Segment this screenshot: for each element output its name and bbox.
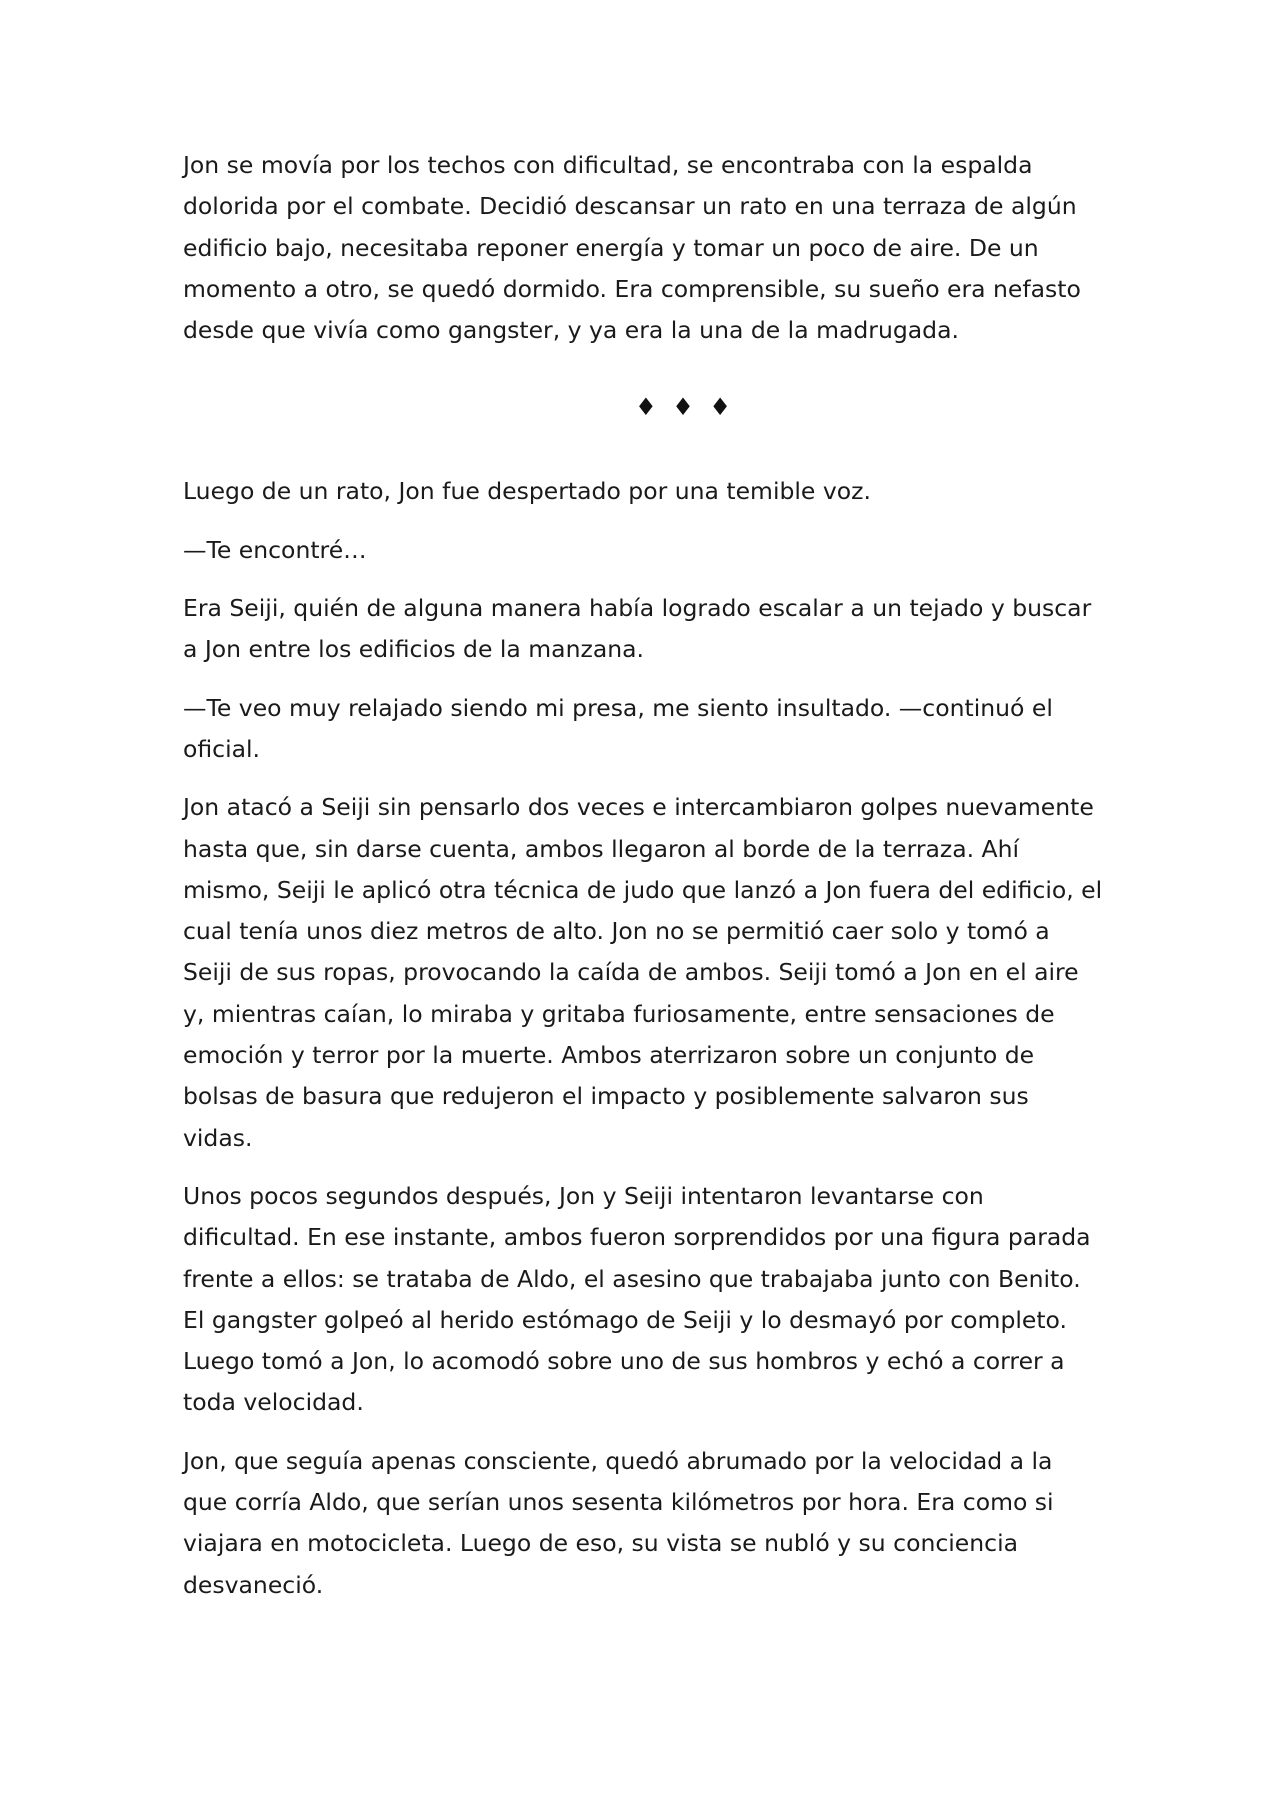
- paragraph: Jon, que seguía apenas consciente, quedó abrumado por la velocidad a la que corría Aldo, que serían unos sesenta kilómetros por hora. Era como si viajara en motocicleta. Luego de eso, su vista se nubló y su conciencia desvaneció.: [183, 1446, 1054, 1599]
- dialogue-line: —Te veo muy relajado siendo mi presa, me siento insultado. —continuó el oficial.: [183, 693, 1053, 763]
- paragraph: Era Seiji, quién de alguna manera había logrado escalar a un tejado y buscar a Jon entre los edificios de la manzana.: [183, 594, 1092, 664]
- text-body: [183, 145, 1103, 1623]
- paragraph: Unos pocos segundos después, Jon y Seiji intentaron levantarse con dificultad. En ese instante, ambos fueron sorprendidos por una figura parada frente a ellos: se trataba de Aldo, el asesino que trabajaba junto con Benito. El gangster golpeó al herido estómago de Seiji y lo desmayó por completo. Luego tomó a Jon, lo acomodó sobre uno de sus hombros y echó a correr a toda velocidad.: [183, 1181, 1091, 1417]
- paragraph: Jon atacó a Seiji sin pensarlo dos veces e intercambiaron golpes nuevamente hasta que, sin darse cuenta, ambos llegaron al borde de la terraza. Ahí mismo, Seiji le aplicó otra técnica de judo que lanzó a Jon fuera del edificio, el cual tenía unos diez metros de alto. Jon no se permitió caer solo y tomó a Seiji de sus ropas, provocando la caída de ambos. Seiji tomó a Jon en el aire y, mientras caían, lo miraba y gritaba furiosamente, entre sensaciones de emoción y terror por la muerte. Ambos aterrizaron sobre un conjunto de bolsas de basura que redujeron el impacto y posiblemente salvaron sus vidas.: [183, 793, 1103, 1152]
- paragraph: Luego de un rato, Jon fue despertado por una temible voz.: [183, 477, 871, 506]
- paragraph: Jon se movía por los techos con dificultad, se encontraba con la espalda dolorida por el combate. Decidió descansar un rato en una terraza de algún edificio bajo, necesitaba reponer energía y tomar un poco de aire. De un momento a otro, se quedó dormido. Era comprensible, su sueño era nefasto desde que vivía como gangster, y ya era la una de la madrugada.: [183, 151, 1081, 345]
- section-separator: ♦ ♦ ♦: [635, 393, 731, 422]
- dialogue-line: —Te encontré…: [183, 535, 367, 564]
